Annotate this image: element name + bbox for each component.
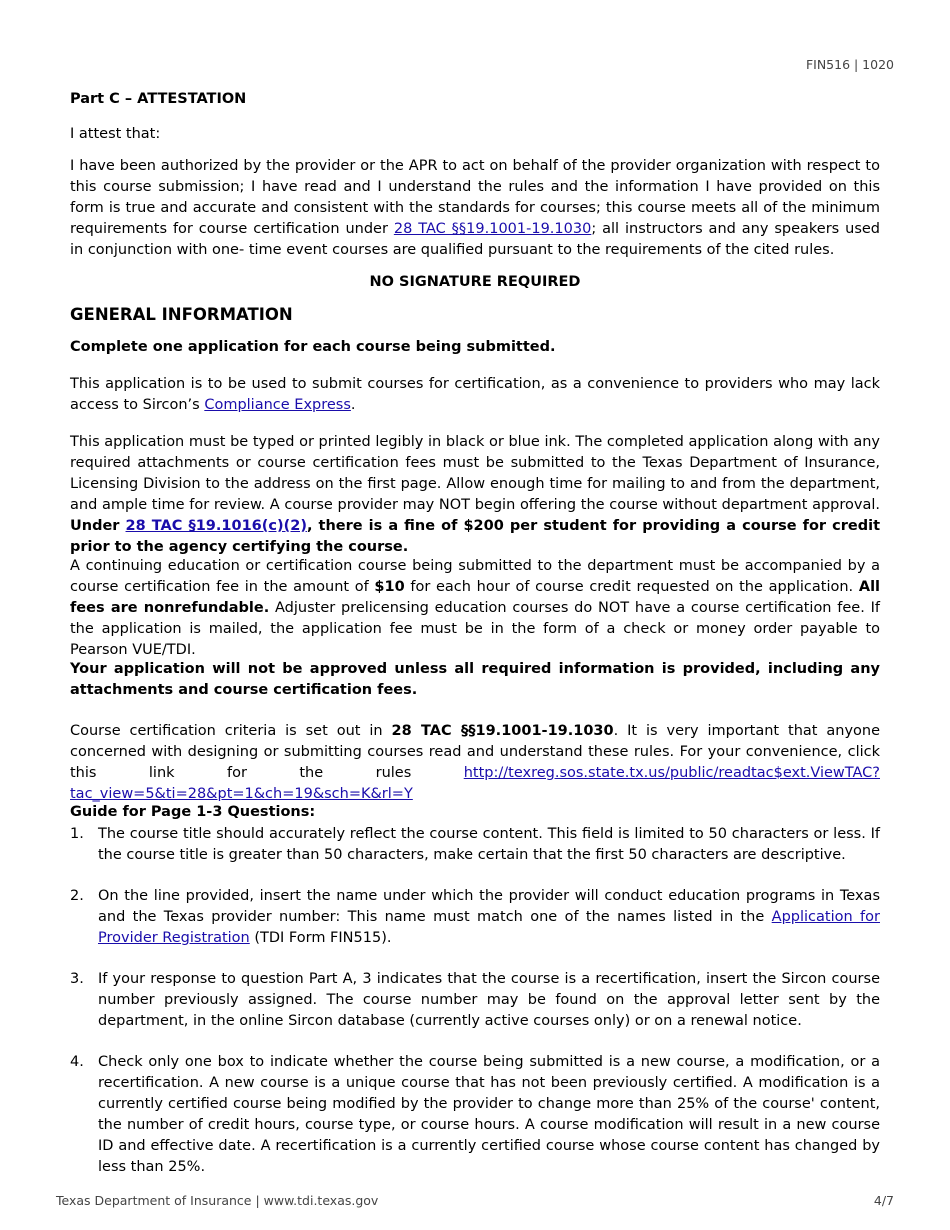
guide-item-text: Check only one box to indicate whether the course being submitted is a new course, a modification, or a recertification. A new course is a unique course that has not been previously certified. A modification is a currently certified course being modified by the provider to change more than 25% of the course' content, the number of credit hours, course type, or course hours. A course modification will result in a new course ID and effective date. A recertification is a currently certified course whose course content has changed by less than 25%. (98, 1054, 880, 1175)
purpose-text: This application is to be used to submit courses for certification, as a convenience to providers who may lack access to Sircon’s (70, 376, 880, 413)
guide-item-1 (70, 824, 880, 866)
criteria-paragraph (70, 721, 880, 805)
criteria-text-a: Course certification criteria is set out in (70, 723, 392, 739)
footer-page-number: 4/7 (873, 1193, 894, 1208)
guide-item-number: 3. (70, 971, 84, 987)
submission-text: This application must be typed or printed legibly in black or blue ink. The completed application along with any required attachments or course certification fees must be submitted to the Texas Department of Insurance, Licensing Division to the address on the first page. Allow enough time for mailing to and from the department, and ample time for review. A course provider may NOT begin offering the course without department approval. (70, 434, 880, 513)
general-information-heading: GENERAL INFORMATION (70, 305, 293, 324)
complete-one-note: Complete one application for each course being submitted. (70, 339, 556, 355)
attest-text-2: ; all instructors and any speakers used in conjunction with one- time event courses are qualified pursuant to the requirements of the cited rules. (70, 221, 881, 258)
guide-item-text: The course title should accurately reflect the course content. This field is limited to 50 characters or less. If the course title is greater than 50 characters, make certain that the first 50 characters are descriptive. (98, 826, 880, 863)
guide-heading: Guide for Page 1-3 Questions: (70, 804, 316, 820)
provider-registration-link[interactable]: Application for Provider Registration (98, 909, 880, 946)
guide-item-number: 1. (70, 826, 84, 842)
under-label: Under (70, 518, 126, 534)
nonrefundable-note: All fees are nonrefundable. (70, 579, 881, 616)
guide-item-text-a: On the line provided, insert the name under which the provider will conduct education programs in Texas and the Texas provider number: This name must match one of the names listed in the (98, 888, 880, 925)
part-c-title: Part C – ATTESTATION (70, 91, 247, 107)
criteria-text-b: . It is very important that anyone concerned with designing or submitting courses read and understand these rules. For your convenience, click this link for the rules (70, 723, 881, 781)
submission-paragraph (70, 432, 880, 558)
purpose-paragraph (70, 374, 880, 416)
purpose-end: . (350, 397, 356, 413)
guide-item-3 (70, 969, 880, 1032)
form-id: FIN516 | 1020 (805, 57, 894, 72)
no-signature-heading: NO SIGNATURE REQUIRED (369, 274, 581, 290)
attest-intro: I attest that: (70, 126, 161, 142)
guide-item-number: 2. (70, 888, 84, 904)
fee-amount: $10 (374, 579, 405, 595)
rules-link[interactable]: 28 TAC §§19.1001-19.1030 (393, 221, 592, 237)
fine-text: , there is a fine of $200 per student for providing a course for credit prior to the agency certifying the course. (70, 518, 880, 555)
guide-item-4 (70, 1052, 880, 1178)
rules-url-link[interactable]: http://texreg.sos.state.tx.us/public/readtac$ext.ViewTAC?tac_view=5&ti=28&pt=1&ch=19&sch=K&rl=Y (70, 765, 880, 802)
attest-text-1: I have been authorized by the provider or the APR to act on behalf of the provider organization with respect to this course submission; I have read and I understand the rules and the information I have provided on this form is true and accurate and consistent with the standards for courses; this course meets all of the minimum requirements for course certification under (70, 158, 880, 237)
guide-item-text: If your response to question Part A, 3 indicates that the course is a recertification, insert the Sircon course number previously assigned. The course number may be found on the approval letter sent by the department, in the online Sircon database (currently active courses only) or on a renewal notice. (98, 971, 880, 1029)
fee-text-c: Adjuster prelicensing education courses do NOT have a course certification fee. If the application is mailed, the application fee must be in the form of a check or money order payable to Pearson VUE/TDI. (70, 600, 880, 658)
fee-text-b: for each hour of course credit requested on the application. (404, 579, 859, 595)
compliance-express-link[interactable]: Compliance Express (204, 397, 351, 413)
criteria-rule: 28 TAC §§19.1001-19.1030 (391, 723, 614, 739)
guide-item-2 (70, 886, 880, 949)
guide-list (70, 824, 880, 1198)
fine-rule-link[interactable]: 28 TAC §19.1016(c)(2) (125, 518, 307, 534)
fee-paragraph (70, 556, 880, 661)
guide-item-number: 4. (70, 1054, 84, 1070)
fee-text-a: A continuing education or certification course being submitted to the department must be accompanied by a course certification fee in the amount of (70, 558, 880, 595)
attest-paragraph (70, 156, 880, 261)
guide-item-text-b: (TDI Form FIN515). (249, 930, 392, 946)
approval-warning: Your application will not be approved unless all required information is provided, including any attachments and course certification fees. (70, 661, 880, 698)
footer-agency: Texas Department of Insurance | www.tdi.texas.gov (56, 1193, 379, 1208)
